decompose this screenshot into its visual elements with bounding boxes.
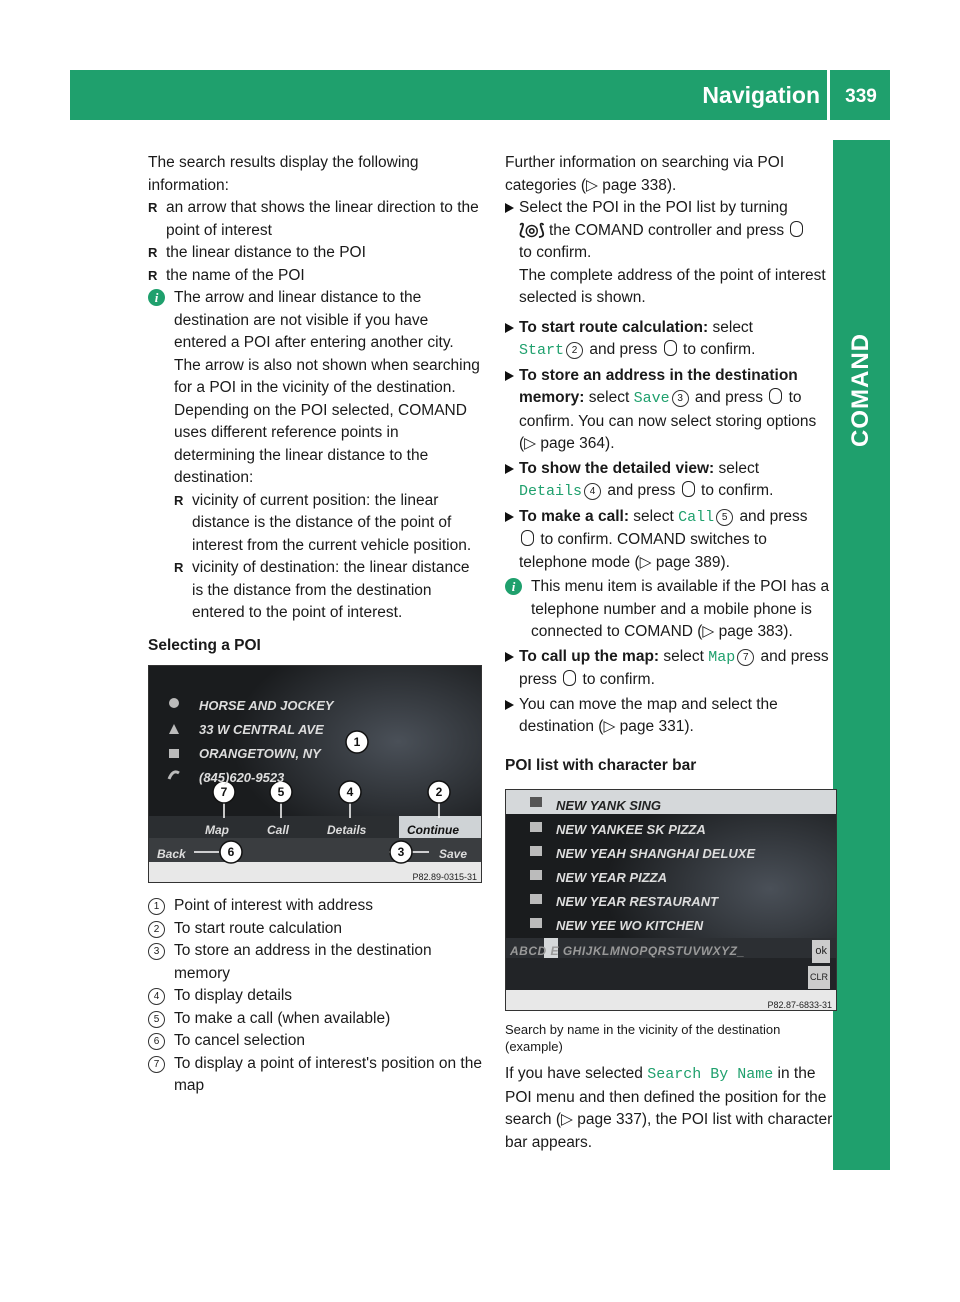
info-text: Depending on the POI selected, COMAND uses different reference points in determining the linear distance to the destination: [174, 401, 467, 486]
press-icon [521, 530, 534, 546]
section-heading: POI list with character bar [505, 756, 697, 774]
figure-code: P82.87-6833-31 [767, 1000, 832, 1010]
svg-text:5: 5 [277, 785, 285, 799]
svg-text:2: 2 [435, 785, 443, 799]
action-step: You can move the map and select the destination (▷ page 331). [505, 694, 835, 739]
info-icon: i [505, 578, 522, 595]
ok-button[interactable]: ok [812, 940, 830, 963]
poi-rows [199, 694, 334, 790]
action-step: To store an address in the destination memory: select Save 3 and press to confirm. You can now select storing options (▷ page 364). [505, 365, 835, 456]
side-tab [833, 140, 890, 1170]
action-step: Select the POI in the POI list by turning ⟅◎⟆ the COMAND controller and press to confirm. The complete address of the point of interest selected is shown. [505, 197, 835, 310]
action-step: To call up the map: select Map 7 and press press to confirm. [505, 646, 835, 692]
menu-call[interactable]: Call [267, 823, 290, 837]
action-step: To start route calculation: select Start 2 and press to confirm. [505, 317, 835, 363]
menu-continue[interactable]: Continue [407, 823, 459, 837]
page-number: 339 [845, 86, 877, 107]
intro-text: The search results display the following information: [148, 154, 419, 194]
list-item[interactable]: NEW YEE WO KITCHEN [556, 918, 704, 933]
figure-caption: Search by name in the vicinity of the destination (example) [505, 1022, 781, 1054]
sub-bullet: R vicinity of current position: the linear distance is the distance of the point of interest from the current vehicle position. [148, 490, 482, 558]
legend-item: 1 Point of interest with address [148, 895, 482, 918]
menu-details[interactable]: Details [327, 823, 367, 837]
legend-item: 4 To display details [148, 985, 482, 1008]
svg-text:6: 6 [227, 845, 235, 859]
menu-back[interactable]: Back [157, 847, 186, 861]
info-text: This menu item is available if the POI has a telephone number and a mobile phone is connected to COMAND (▷ page 383). [531, 578, 830, 640]
poi-name: HORSE AND JOCKEY [199, 698, 334, 713]
bullet-item: R the linear distance to the POI [148, 242, 482, 265]
press-icon [682, 481, 695, 497]
right-column [505, 152, 835, 1154]
controller-icon: ⟅◎⟆ [519, 221, 545, 239]
character-bar[interactable]: ABCD E GHIJKLMNOPQRSTUVWXYZ_ [510, 944, 745, 958]
poi-phone: (845)620-9523 [199, 770, 285, 785]
body-text: If you have selected Search By Name in the POI menu and then defined the position for the search (▷ page 337), the POI list with character bar appears. [505, 1065, 833, 1151]
info-note [505, 576, 835, 644]
action-step: To show the detailed view: select Details 4 and press to confirm. [505, 458, 835, 504]
press-icon [563, 670, 576, 686]
svg-text:3: 3 [397, 845, 405, 859]
section-title: Navigation [702, 82, 820, 108]
list-item[interactable]: NEW YANK SING [556, 798, 661, 813]
poi-list-screen [505, 789, 837, 1011]
info-text: The arrow and linear distance to the destination are not visible if you have entered a POI after entering another city. [174, 289, 454, 351]
sub-bullet: R vicinity of destination: the linear distance is the distance from the destination entered to the point of interest. [148, 557, 482, 625]
press-icon [790, 221, 803, 237]
side-tab-label: COMAND [847, 333, 874, 447]
figure-code: P82.89-0315-31 [412, 872, 477, 882]
legend-item: 7 To display a point of interest's position on the map [148, 1053, 482, 1098]
svg-text:1: 1 [353, 735, 361, 749]
legend-item: 2 To start route calculation [148, 918, 482, 941]
clr-button[interactable]: CLR [808, 966, 830, 989]
poi-list [556, 794, 755, 938]
poi-city: ORANGETOWN, NY [199, 746, 321, 761]
header-divider [827, 70, 830, 120]
section-heading: Selecting a POI [148, 636, 261, 654]
info-icon: i [148, 289, 165, 306]
bullet-item: R an arrow that shows the linear direction to the point of interest [148, 197, 482, 242]
poi-street: 33 W CENTRAL AVE [199, 722, 324, 737]
list-item[interactable]: NEW YEAH SHANGHAI DELUXE [556, 846, 756, 861]
list-item[interactable]: NEW YEAR PIZZA [556, 870, 667, 885]
svg-text:7: 7 [220, 785, 228, 799]
legend-item: 6 To cancel selection [148, 1030, 482, 1053]
menu-map[interactable]: Map [205, 823, 229, 837]
list-item[interactable]: NEW YANKEE SK PIZZA [556, 822, 706, 837]
action-step: To make a call: select Call 5 and press to confirm. COMAND switches to telephone mode (▷ page 389). [505, 506, 835, 575]
page-header [70, 70, 890, 120]
poi-screen [148, 665, 482, 883]
intro-text: Further information on searching via POI categories (▷ page 338). [505, 154, 785, 194]
legend-item: 5 To make a call (when available) [148, 1008, 482, 1031]
info-note [148, 287, 482, 355]
svg-text:4: 4 [346, 785, 354, 799]
press-icon [769, 388, 782, 404]
press-icon [664, 340, 677, 356]
info-text: The arrow is also not shown when searching for a POI in the vicinity of the destination. [174, 356, 480, 396]
legend-item: 3 To store an address in the destination memory [148, 940, 482, 985]
left-column [148, 152, 482, 1098]
list-item[interactable]: NEW YEAR RESTAURANT [556, 894, 719, 909]
menu-save[interactable]: Save [439, 847, 468, 861]
bullet-item: R the name of the POI [148, 265, 482, 288]
